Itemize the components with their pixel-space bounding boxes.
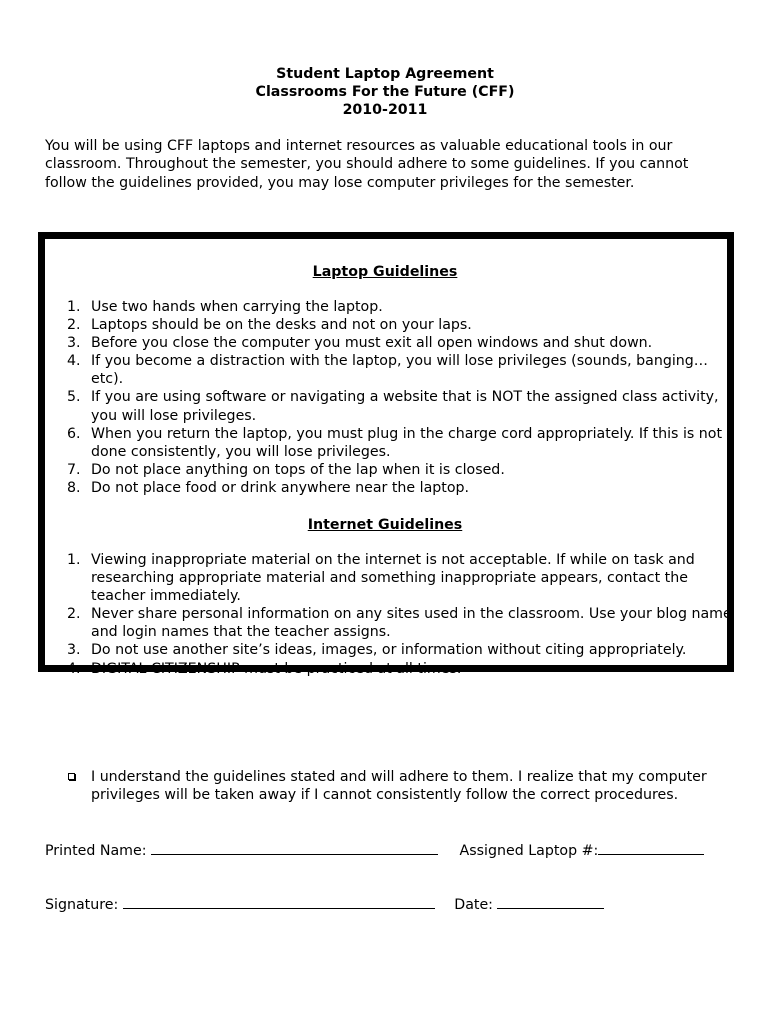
item-number: 3. [67,335,81,352]
signature-label: Signature: [45,897,119,913]
list-item [45,425,735,461]
list-item [45,479,735,497]
item-number: 4. [67,353,81,370]
item-number: 1. [67,552,81,568]
item-number: 3. [67,642,81,659]
item-number: 1. [67,299,81,315]
list-item [45,352,735,388]
item-text: Do not use another site’s ideas, images, or information without citing appropriately. [91,642,687,659]
date-label: Date: [454,897,493,913]
title-line-2: Classrooms For the Future (CFF) [255,84,515,100]
item-number: 2. [67,606,81,623]
item-text: Viewing inappropriate material on the internet is not acceptable. If while on task and researching appropriate material and something inappropriate appears, contact the teacher immediately. [91,552,695,605]
intro-paragraph: You will be using CFF laptops and internet resources as valuable educational tools in our classroom. Throughout the semester, you should adhere to some guidelines. If you cannot follow the guidelines provided, you may lose computer privileges for the semester. [45,138,689,191]
internet-guidelines-list [45,551,735,678]
acknowledgement-checkbox[interactable] [68,773,75,780]
internet-guidelines-heading: Internet Guidelines [307,517,463,533]
list-item [45,388,735,424]
item-number: 6. [67,425,81,442]
item-text: Never share personal information on any sites used in the classroom. Use your blog name and login names that the teacher assigns. [91,606,732,641]
item-text: Before you close the computer you must exit all open windows and shut down. [91,335,653,352]
title-line-3: 2010-2011 [342,102,428,118]
assigned-laptop-label: Assigned Laptop #: [459,843,599,859]
list-item [45,605,735,641]
item-text: Use two hands when carrying the laptop. [91,299,383,315]
item-number: 8. [67,479,81,496]
printed-name-label: Printed Name: [45,843,147,859]
list-item [45,551,735,605]
acknowledgement-text: I understand the guidelines stated and will adhere to them. I realize that my computer privileges will be taken away if I cannot consistently follow the correct procedures. [91,769,707,804]
item-number: 2. [67,317,81,334]
list-item [45,316,735,334]
list-item [45,334,735,352]
item-text: Laptops should be on the desks and not on your laps. [91,317,472,334]
item-number: 5. [67,389,81,406]
list-item [45,461,735,479]
item-text: If you become a distraction with the laptop, you will lose privileges (sounds, banging… etc). [91,353,708,388]
title-line-1: Student Laptop Agreement [276,66,494,82]
printed-name-field[interactable] [151,840,438,855]
acknowledgement [45,768,725,804]
document-title [0,65,770,119]
laptop-guidelines-list [45,298,735,497]
laptop-guidelines-heading: Laptop Guidelines [312,264,458,280]
date-field[interactable] [497,894,604,909]
item-text: DIGITAL CITIZENSHIP must be practiced at all times. [91,660,462,677]
list-item [45,298,735,316]
item-text: Do not place food or drink anywhere near the laptop. [91,479,470,496]
item-number: 7. [67,461,81,478]
name-laptop-row [45,840,745,860]
list-item [45,660,735,678]
signature-field[interactable] [123,894,435,909]
item-text: When you return the laptop, you must plug in the charge cord appropriately. If this is not done consistently, you will lose privileges. [91,425,723,460]
item-text: Do not place anything on tops of the lap when it is closed. [91,461,505,478]
item-number: 4. [67,660,81,677]
item-text: If you are using software or navigating a website that is NOT the assigned class activity, you will lose privileges. [91,389,719,424]
signature-date-row [45,894,745,914]
assigned-laptop-field[interactable] [598,840,704,855]
list-item [45,641,735,659]
